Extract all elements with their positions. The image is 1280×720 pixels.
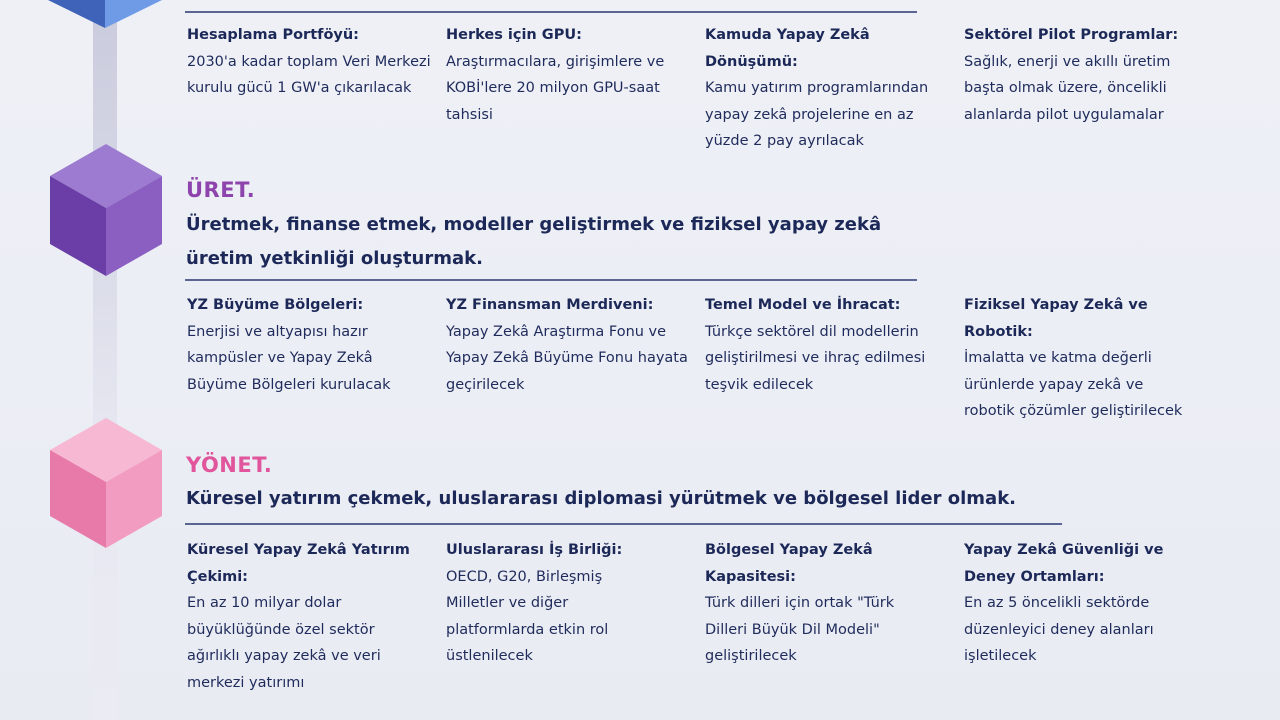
item-title: YZ Finansman Merdiveni:	[446, 297, 654, 313]
item-body: Araştırmacılara, girişimlere ve KOBİ'lere 20 milyon GPU-saat tahsisi	[446, 53, 665, 123]
list-item-public-ai	[705, 22, 945, 155]
item-title: Uluslararası İş Birliği:	[446, 542, 623, 558]
item-body: Kamu yatırım programlarından yapay zekâ projelerine en az yüzde 2 pay ayrılacak	[705, 80, 929, 149]
list-item-physical-ai	[964, 292, 1189, 425]
section-divider-uret	[185, 279, 917, 281]
list-item-ai-safety	[964, 537, 1189, 670]
list-item-international-cooperation	[446, 537, 651, 670]
item-title: Herkes için GPU:	[446, 27, 582, 43]
list-item-pilot-programs	[964, 22, 1209, 128]
item-title: Yapay Zekâ Güvenliği ve Deney Ortamları:	[964, 542, 1164, 585]
item-title: Küresel Yapay Zekâ Yatırım Çekimi:	[187, 542, 410, 585]
blue-cube-icon	[40, 0, 170, 30]
item-title: YZ Büyüme Bölgeleri:	[187, 297, 364, 313]
item-body: OECD, G20, Birleşmiş Milletler ve diğer platformlarda etkin rol üstlenilecek	[446, 568, 609, 664]
list-item-regional-capacity	[705, 537, 935, 670]
item-body: Türkçe sektörel dil modellerin geliştirilmesi ve ihraç edilmesi teşvik edilecek	[705, 323, 926, 393]
item-body: Enerjisi ve altyapısı hazır kampüsler ve Yapay Zekâ Büyüme Bölgeleri kurulacak	[187, 323, 391, 393]
item-body: En az 5 öncelikli sektörde düzenleyici deney alanları işletilecek	[964, 595, 1154, 664]
item-title: Kamuda Yapay Zekâ Dönüşümü:	[705, 27, 870, 70]
section-subtitle-uret: Üretmek, finanse etmek, modeller geliştirmek ve fiziksel yapay zekâ üretim yetkinliği oluşturmak.	[186, 214, 882, 269]
item-title: Sektörel Pilot Programlar:	[964, 27, 1179, 43]
section-subtitle-yonet: Küresel yatırım çekmek, uluslararası diplomasi yürütmek ve bölgesel lider olmak.	[186, 488, 1017, 509]
item-title: Bölgesel Yapay Zekâ Kapasitesi:	[705, 542, 873, 585]
list-item-gpu-for-all	[446, 22, 691, 128]
purple-cube-icon	[48, 144, 164, 278]
list-item-finance-ladder	[446, 292, 691, 398]
section-heading-yonet: YÖNET.	[186, 453, 273, 477]
pink-cube-icon	[48, 418, 164, 550]
list-item-foundation-model	[705, 292, 940, 398]
item-title: Temel Model ve İhracat:	[705, 297, 901, 313]
item-body: 2030'a kadar toplam Veri Merkezi kurulu gücü 1 GW'a çıkarılacak	[187, 53, 431, 96]
item-body: Sağlık, enerji ve akıllı üretim başta olmak üzere, öncelikli alanlarda pilot uygulamalar	[964, 53, 1171, 123]
item-body: En az 10 milyar dolar büyüklüğünde özel sektör ağırlıklı yapay zekâ ve veri merkezi yatırımı	[187, 595, 381, 691]
section-divider-top	[185, 11, 917, 13]
item-body: Yapay Zekâ Araştırma Fonu ve Yapay Zekâ Büyüme Fonu hayata geçirilecek	[446, 323, 688, 393]
item-body: İmalatta ve katma değerli ürünlerde yapay zekâ ve robotik çözümler geliştirilecek	[964, 350, 1183, 419]
item-body: Türk dilleri için ortak "Türk Dilleri Büyük Dil Modeli" geliştirilecek	[705, 595, 895, 664]
timeline-bar	[93, 0, 117, 720]
list-item-global-investment	[187, 537, 412, 696]
list-item-compute-portfolio	[187, 22, 432, 102]
list-item-growth-zones	[187, 292, 432, 398]
section-divider-yonet	[185, 523, 1062, 525]
item-title: Hesaplama Portföyü:	[187, 27, 359, 43]
item-title: Fiziksel Yapay Zekâ ve Robotik:	[964, 297, 1148, 340]
section-heading-uret: ÜRET.	[186, 178, 256, 202]
